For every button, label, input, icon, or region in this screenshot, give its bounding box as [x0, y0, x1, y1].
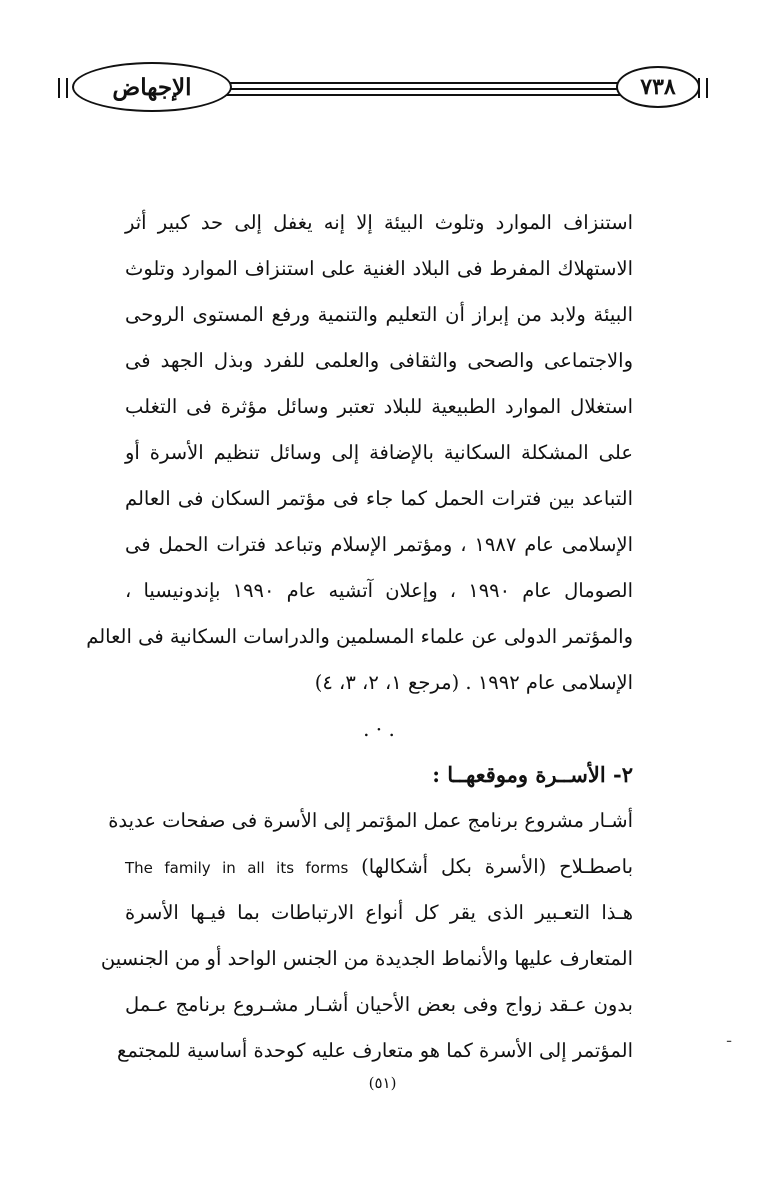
footer-page-label: (٥١)	[368, 1074, 397, 1092]
text-line: والمؤتمر الدولى عن علماء المسلمين والدراسات السكانية فى العالم	[86, 625, 633, 648]
text-line: الصومال عام ١٩٩٠ ، وإعلان آتشيه عام ١٩٩٠ بإندونيسيا ،	[125, 579, 633, 602]
chapter-title-oval	[72, 62, 232, 112]
text-line: استنزاف الموارد وتلوث البيئة إلا إنه يغفل إلى حد كبير أثر	[125, 211, 633, 234]
section-heading: ٢- الأســرة وموقعهــا :	[432, 762, 633, 787]
text-line: والاجتماعى والصحى والثقافى والعلمى للفرد وبذل الجهد فى	[125, 349, 633, 372]
term-arabic: باصطـلاح (الأسرة بكل أشكالها)	[361, 855, 633, 878]
term-english: The family in all its forms	[125, 859, 349, 877]
text-line: على المشكلة السكانية بالإضافة إلى وسائل تنظيم الأسرة أو	[125, 441, 633, 464]
text-line-mixed	[125, 844, 633, 890]
running-header	[58, 62, 708, 122]
header-left-cap	[58, 78, 68, 98]
chapter-title: الإجهاض	[112, 73, 192, 101]
text-line: المؤتمر إلى الأسرة كما هو متعارف عليه كوحدة أساسية للمجتمع	[116, 1039, 633, 1062]
page-number-oval	[616, 66, 700, 108]
text-line: أشـار مشروع برنامج عمل المؤتمر إلى الأسرة فى صفحات عديدة	[108, 809, 633, 832]
text-line: البيئة ولابد من إبراز أن التعليم والتنمية ورفع المستوى الروحى	[125, 303, 633, 326]
paragraph-2	[100, 798, 633, 1074]
body-text	[86, 200, 633, 1074]
page-number: ٧٣٨	[640, 74, 676, 100]
text-line: بدون عـقد زواج وفى بعض الأحيان أشـار مشـروع برنامج عـمل	[125, 993, 633, 1016]
text-line: المتعارف عليها والأنماط الجديدة من الجنس الواحد أو من الجنسين	[100, 947, 633, 970]
text-line: الاستهلاك المفرط فى البلاد الغنية على استنزاف الموارد وتلوث	[125, 257, 633, 280]
header-rule-bottom	[208, 94, 620, 96]
text-line: استغلال الموارد الطبيعية للبلاد تعتبر وسائل مؤثرة فى التغلب	[125, 395, 633, 418]
text-line-references: الإسلامى عام ١٩٩٢ . (مرجع ١، ٢، ٣، ٤)	[314, 671, 633, 694]
text-line: الإسلامى عام ١٩٨٧ ، ومؤتمر الإسلام وتباعد فترات الحمل فى	[125, 533, 633, 556]
section-separator: . · .	[363, 717, 395, 741]
paragraph-1	[86, 200, 633, 706]
header-rule-top	[208, 82, 620, 84]
text-line: التباعد بين فترات الحمل كما جاء فى مؤتمر السكان فى العالم	[125, 487, 633, 510]
header-rule-middle	[208, 88, 620, 90]
scan-speck: ـ	[727, 1030, 732, 1046]
text-line: هـذا التعـبير الذى يقر كل أنواع الارتباطات بما فيـها الأسرة	[125, 901, 633, 924]
